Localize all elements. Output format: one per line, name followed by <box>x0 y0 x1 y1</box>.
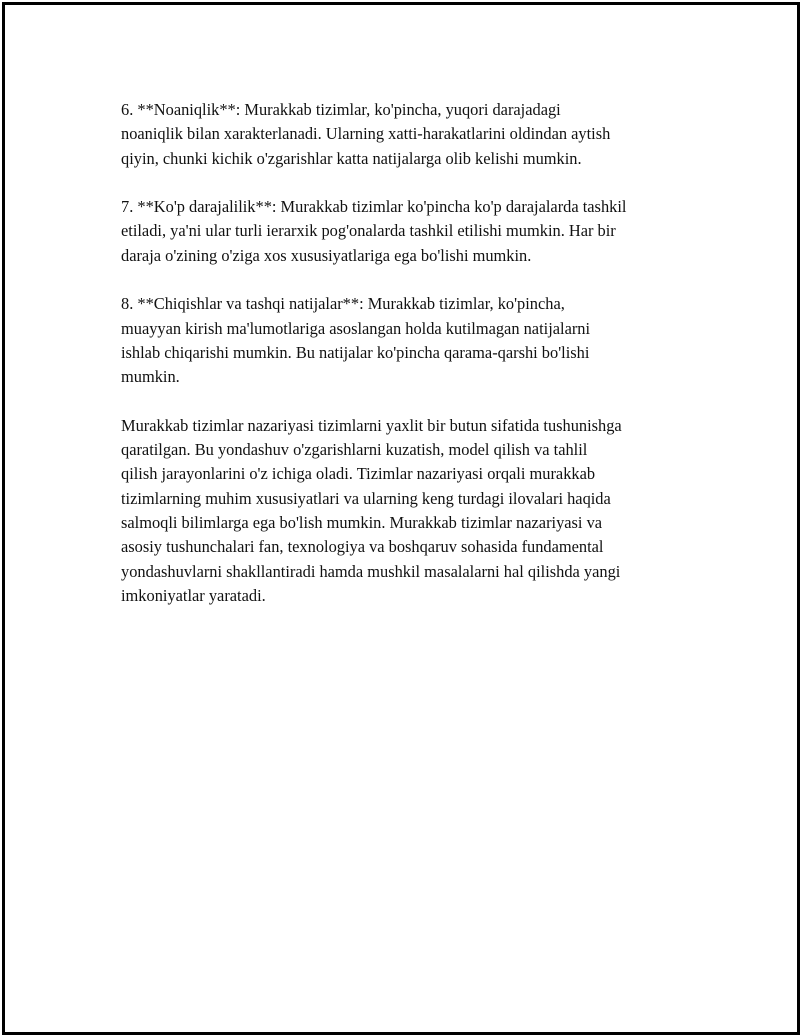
text-line: 6. **Noaniqlik**: Murakkab tizimlar, ko'pincha, yuqori darajadagi <box>121 100 561 119</box>
text-line: noaniqlik bilan xarakterlanadi. Ularning xatti-harakatlarini oldindan aytish <box>121 124 611 144</box>
document-body <box>121 98 701 633</box>
text-line: Murakkab tizimlar nazariyasi tizimlarni yaxlit bir butun sifatida tushunishga <box>121 415 622 435</box>
text-line: yondashuvlarni shakllantiradi hamda mushkil masalalarni hal qilishda yangi <box>121 561 621 581</box>
paragraph-noaniqlik <box>121 98 701 171</box>
text-line: qilish jarayonlarini o'z ichiga oladi. Tizimlar nazariyasi orqali murakkab <box>121 464 596 484</box>
text-line: 8. **Chiqishlar va tashqi natijalar**: Murakkab tizimlar, ko'pincha, <box>121 294 565 314</box>
text-line: qiyin, chunki kichik o'zgarishlar katta natijalarga olib kelishi mumkin. <box>121 148 582 168</box>
text-line: qaratilgan. Bu yondashuv o'zgarishlarni kuzatish, model qilish va tahlil <box>121 440 588 460</box>
page-frame <box>2 2 800 1035</box>
text-line: ishlab chiqarishi mumkin. Bu natijalar ko'pincha qarama-qarshi bo'lishi <box>121 342 590 362</box>
paragraph-chiqishlar <box>121 292 701 389</box>
text-line: asosiy tushunchalari fan, texnologiya va boshqaruv sohasida fundamental <box>121 537 604 557</box>
paragraph-conclusion <box>121 414 701 608</box>
text-line: etiladi, ya'ni ular turli ierarxik pog'onalarda tashkil etilishi mumkin. Har bir <box>121 221 616 241</box>
text-line: muayyan kirish ma'lumotlariga asoslangan holda kutilmagan natijalarni <box>121 318 591 338</box>
text-line: daraja o'zining o'ziga xos xususiyatlariga ega bo'lishi mumkin. <box>121 245 532 265</box>
paragraph-kop-darajalilik <box>121 195 701 268</box>
text-line: 7. **Ko'p darajalilik**: Murakkab tizimlar ko'pincha ko'p darajalarda tashkil <box>121 197 627 217</box>
text-line: tizimlarning muhim xususiyatlari va ularning keng turdagi ilovalari haqida <box>121 488 611 508</box>
text-line: imkoniyatlar yaratadi. <box>121 585 266 605</box>
text-line: mumkin. <box>121 367 180 387</box>
text-line: salmoqli bilimlarga ega bo'lish mumkin. Murakkab tizimlar nazariyasi va <box>121 513 603 533</box>
